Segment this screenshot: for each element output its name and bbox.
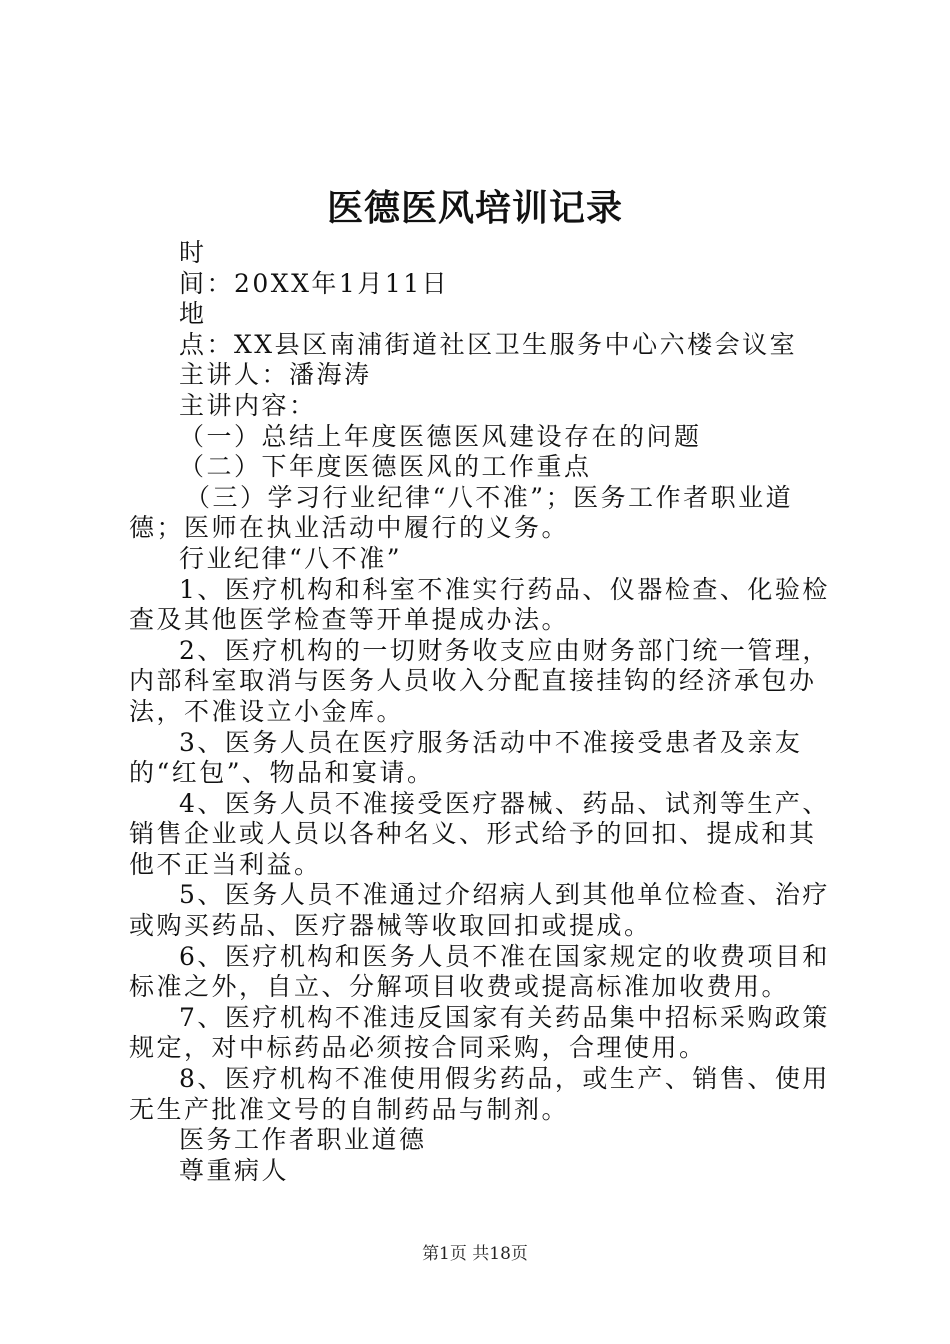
- content-item-1: （一）总结上年度医德医风建设存在的问题: [179, 421, 702, 451]
- content-heading: 主讲内容：: [179, 390, 317, 420]
- rule-item-8: 8、医疗机构不准使用假劣药品，或生产、销售、使用无生产批准文号的自制药品与制剂。: [129, 1064, 830, 1124]
- content-item-3: （三）学习行业纪律“八不准”；医务工作者职业道德；医师在执业活动中履行的义务。: [129, 482, 794, 543]
- document-body: [129, 238, 834, 1186]
- ethics-item-1: 尊重病人: [179, 1155, 290, 1185]
- speaker-line: 主讲人：潘海涛: [179, 360, 372, 390]
- section-heading-rules: 行业纪律“八不准”: [179, 543, 403, 573]
- section-heading-ethics: 医务工作者职业道德: [179, 1125, 427, 1155]
- rule-item-6: 6、医疗机构和医务人员不准在国家规定的收费项目和标准之外，自立、分解项目收费或提高标准加收费用。: [129, 941, 830, 1002]
- rule-item-3: 3、医务人员在医疗服务活动中不准接受患者及亲友的“红包”、物品和宴请。: [129, 727, 803, 788]
- rule-item-4: 4、医务人员不准接受医疗器械、药品、试剂等生产、销售企业或人员以各种名义、形式给予的回扣、提成和其他不正当利益。: [129, 788, 830, 879]
- place-value: 点：XX县区南浦街道社区卫生服务中心六楼会议室: [179, 329, 798, 359]
- content-item-2: （二）下年度医德医风的工作重点: [179, 452, 592, 482]
- rule-item-1: 1、医疗机构和科室不准实行药品、仪器检查、化验检查及其他医学检查等开单提成办法。: [129, 574, 830, 635]
- rule-item-7: 7、医疗机构不准违反国家有关药品集中招标采购政策规定，对中标药品必须按合同采购，合理使用。: [129, 1002, 830, 1063]
- time-label: 时: [179, 238, 207, 267]
- rule-item-2: 2、医疗机构的一切财务收支应由财务部门统一管理，内部科室取消与医务人员收入分配直接挂钩的经济承包办法，不准设立小金库。: [129, 635, 830, 726]
- time-value: 间：20XX年1月11日: [179, 268, 450, 298]
- page-number-footer: 第1页 共18页: [422, 1244, 528, 1264]
- place-label: 地: [179, 299, 207, 329]
- rule-item-5: 5、医务人员不准通过介绍病人到其他单位检查、治疗或购买药品、医疗器械等收取回扣或提成。: [129, 880, 830, 941]
- document-title: 医德医风培训记录: [326, 187, 623, 229]
